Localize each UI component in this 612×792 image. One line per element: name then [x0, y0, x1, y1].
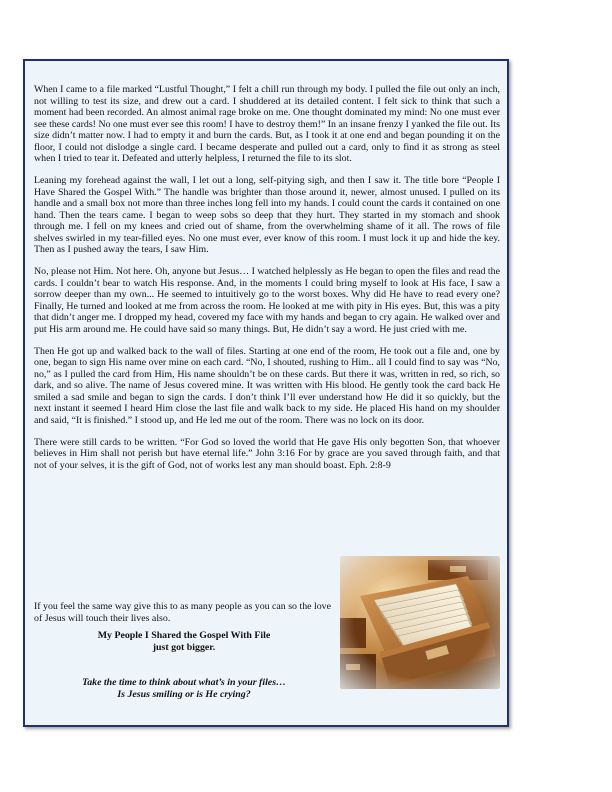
story-text: [34, 84, 500, 481]
story-paragraph-2: Leaning my forehead against the wall, I let out a long, self-pitying sigh, and then I saw it. The title bore “People I Have Shared the Gospel With.” The handle was brighter than those around it, newer, almost unused. I pulled on its handle and a small box not more than three inches long fell into my hands. I could count the cards it contained on one hand. Then the tears came. I began to weep sobs so deep that they hurt. They started in my stomach and shook through me. I fell on my knees and cried out of shame, from the overwhelming shame of it all. The rows of file shelves swirled in my tear-filled eyes. No one must ever, ever know of this room. I must lock it up and hide the key. Then as I pushed away the tears, I saw Him.: [34, 175, 500, 256]
story-paragraph-3: No, please not Him. Not here. Oh, anyone but Jesus… I watched helplessly as He began to open the files and read the cards. I couldn’t bear to watch His response. And, in the moments I could bring myself to look at His face, I saw a sorrow deeper than my own... He seemed to intuitively go to the worst boxes. Why did He have to read every one? Finally, He turned and looked at me from across the room. He looked at me with pity in His eyes. But, this was a pity that didn’t anger me. I dropped my head, covered my face with my hands and began to cry again. He walked over and put His arm around me. He could have said so many things. But, He didn’t say a word. He just cried with me.: [34, 266, 500, 335]
share-text: If you feel the same way give this to as many people as you can so the love of Jesus will touch their lives also.: [34, 601, 331, 624]
story-frame: [23, 59, 509, 727]
file-heading: [34, 630, 334, 653]
reflection-line-1: Take the time to think about what’s in your files…: [82, 677, 286, 689]
story-paragraph-1: When I came to a file marked “Lustful Thought,” I felt a chill run through my body. I pulled the file out only an inch, not willing to test its size, and drew out a card. I shuddered at its detailed content. I felt sick to think that such a moment had been recorded. An almost animal rage broke on me. One thought dominated my mind: No one must ever see these cards! No one must ever see this room! I have to destroy them!” In an insane frenzy I yanked the file out. Its size didn’t matter now. I had to empty it and burn the cards. But, as I took it at one end and began pounding it on the floor, I could not dislodge a single card. I became desperate and pulled out a card, only to find it as strong as steel when I tried to tear it. Defeated and utterly helpless, I returned the file to its slot.: [34, 84, 500, 165]
card-file-drawer-image: [340, 556, 500, 689]
reflection-text: [34, 677, 334, 700]
reflection-line-2: Is Jesus smiling or is He crying?: [117, 688, 251, 700]
closing-section: [34, 601, 334, 700]
story-paragraph-5: There were still cards to be written. “For God so loved the world that He gave His only begotten Son, that whoever believes in Him shall not perish but have eternal life.” John 3:16 For by grace are you saved through faith, and that not of your selves, it is the gift of God, not of works lest any man should boast. Eph. 2:8-9: [34, 436, 500, 471]
file-heading-line-2: just got bigger.: [152, 641, 216, 653]
file-heading-line-1: My People I Shared the Gospel With File: [97, 630, 271, 642]
story-paragraph-4: Then He got up and walked back to the wall of files. Starting at one end of the room, He took out a file and, one by one, began to sign His name over mine on each card. “No, I shouted, rushing to Him.. all I could find to say was “No, no,” as I pulled the card from Him, His name shouldn’t be on these cards. But there it was, written in red, so rich, so dark, and so alive. The name of Jesus covered mine. It was written with His blood. He gently took the card back He smiled a sad smile and began to sign the cards. I don’t think I’ll ever understand how He did it so quickly, but the next instant it seemed I heard Him close the last file and walk back to my side. He placed His hand on my shoulder and said, “It is finished.” I stood up, and He led me out of the room. There was no lock on its door.: [34, 345, 500, 426]
